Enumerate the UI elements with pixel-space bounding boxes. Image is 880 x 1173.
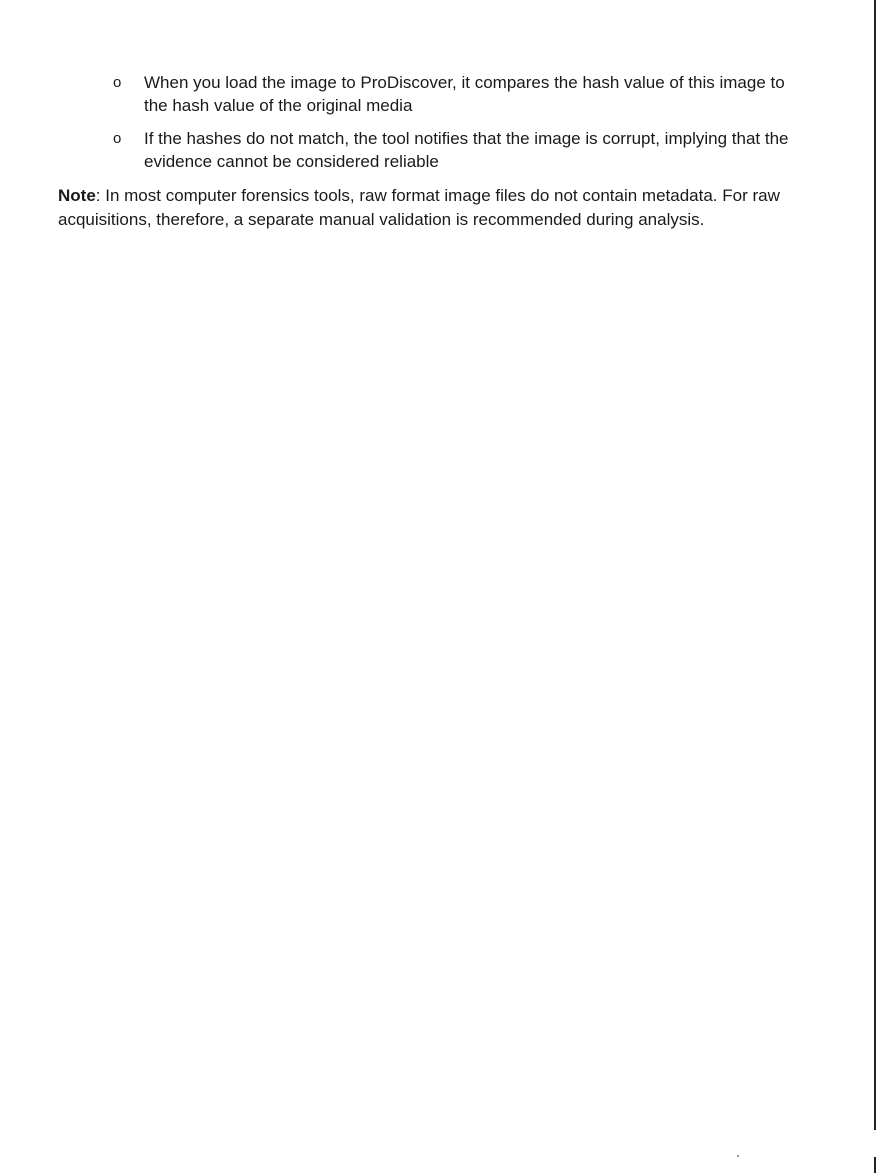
sub-bullet-list	[113, 71, 813, 183]
scan-speck	[737, 1155, 739, 1157]
list-item-text: If the hashes do not match, the tool notifies that the image is corrupt, implying that the evidence cannot be considered reliable	[144, 129, 789, 171]
page-edge-rule	[874, 0, 876, 1130]
note-text: : In most computer forensics tools, raw format image files do not contain metadata. For raw acquisitions, therefore, a separate manual validation is recommended during analysis.	[58, 186, 780, 229]
note-label: Note	[58, 186, 96, 205]
note-paragraph	[58, 184, 818, 232]
list-item	[113, 127, 813, 173]
bullet-marker: o	[113, 74, 122, 91]
list-item-text: When you load the image to ProDiscover, it compares the hash value of this image to the hash value of the original media	[144, 73, 785, 115]
page-corner-mark	[874, 1157, 876, 1173]
bullet-marker: o	[113, 130, 122, 147]
list-item	[113, 71, 813, 117]
